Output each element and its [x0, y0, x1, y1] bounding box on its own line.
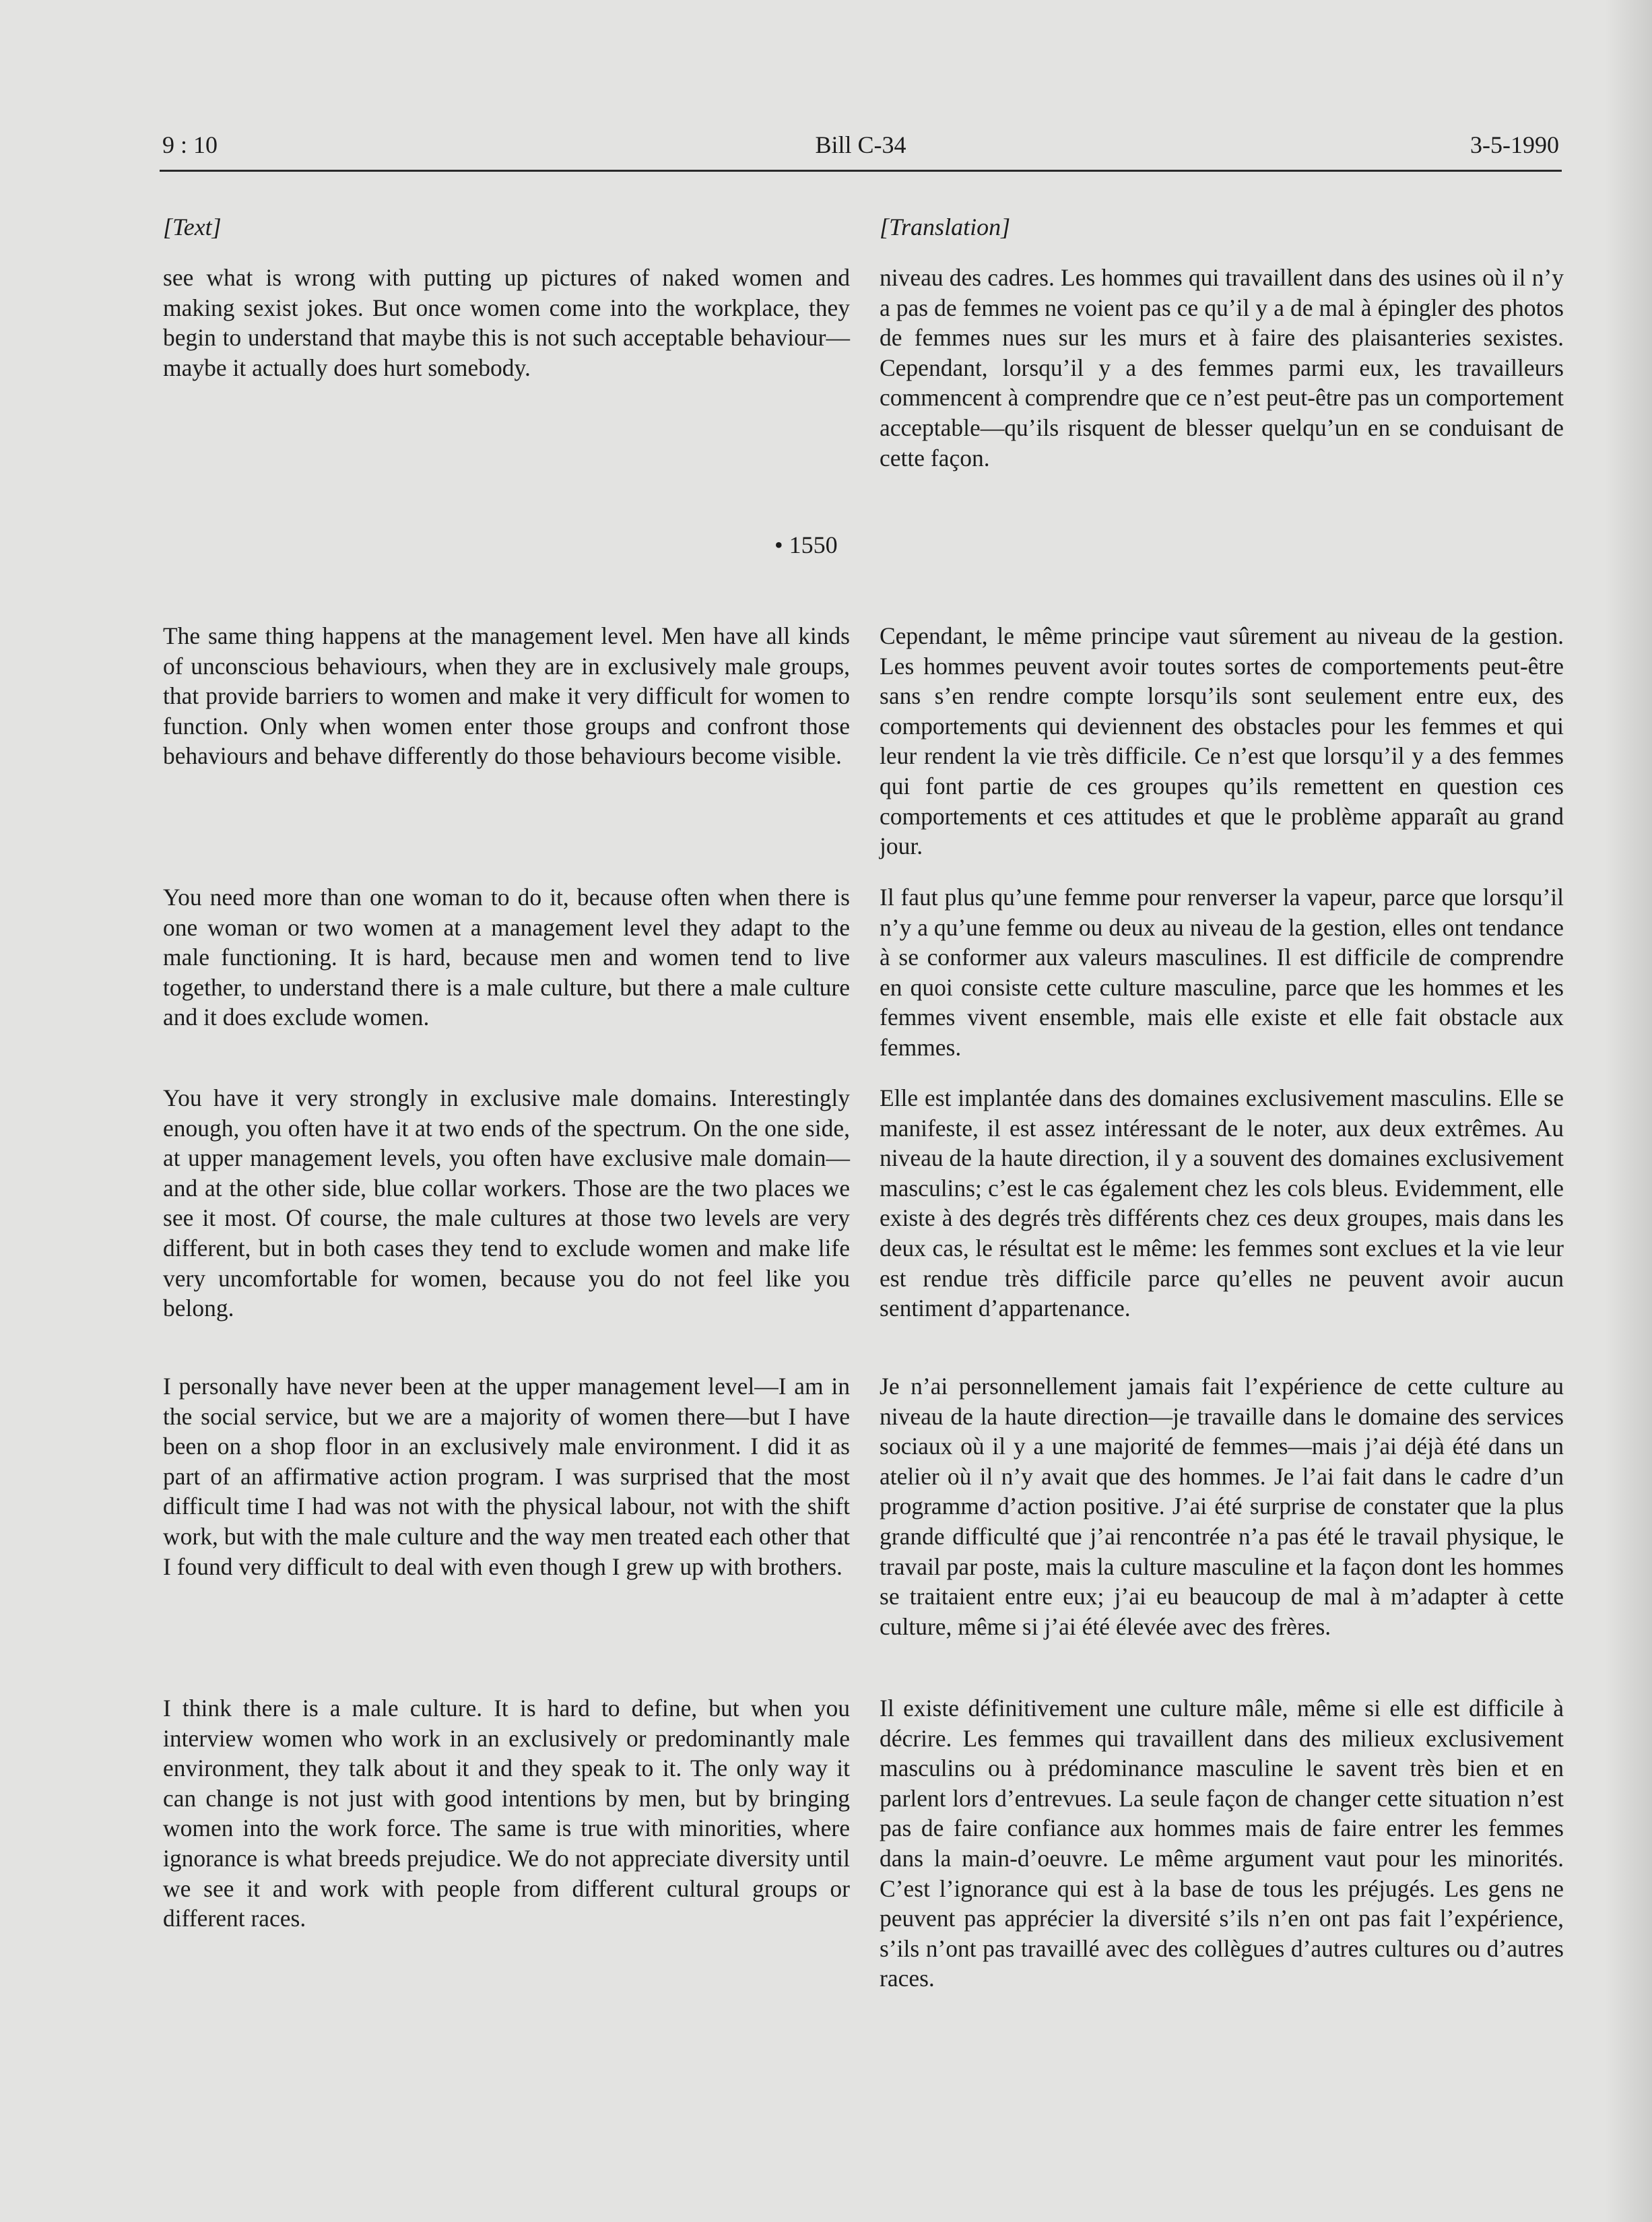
page-edge-shadow: [1605, 0, 1652, 2222]
french-paragraph-1: niveau des cadres. Les hommes qui travaillent dans des usines où il n’y a pas de femmes ne voient pas ce qu’il y a de mal à épingler des photos de femmes nues sur les murs et à faire des plaisanteries sexistes. Cependant, lorsqu’il y a des femmes parmi eux, les travailleurs commencent à comprendre que ce n’est peut-être pas un comportement acceptable—qu’ils risquent de blesser quelqu’un en se conduisant de cette façon.: [880, 264, 1564, 471]
header-date: 3-5-1990: [1470, 131, 1559, 158]
english-paragraph-3: You need more than one woman to do it, because often when there is one woman or two women at a management level they adapt to the male functioning. It is hard, because men and women tend to live together, to understand there is a male culture, but there a male culture and it does exclude women.: [163, 884, 850, 1031]
french-paragraph-5: Je n’ai personnellement jamais fait l’expérience de cette culture au niveau de la haute direction—je travaille dans le domaine des services sociaux où il y a une majorité de femmes—mais j’ai déjà été dans un atelier où il n’y avait que des hommes. Je l’ai fait dans le cadre d’un programme d’action positive. J’ai été surprise de constater que la plus grande difficulté que j’ai rencontrée n’a pas été le travail physique, le travail par poste, mais la culture masculine et la façon dont les hommes se traitaient entre eux; j’ai eu beaucoup de mal à m’adapter à cette culture, même si j’ai été élevée avec des frères.: [880, 1373, 1564, 1640]
french-paragraph-4: Elle est implantée dans des domaines exclusivement masculins. Elle se manifeste, il est assez intéressant de le noter, aux deux extrêmes. Au niveau de la haute direction, il y a souvent des domaines exclusivement masculins; c’est le cas également chez les cols bleus. Evidemment, elle existe à des degrés très différents chez ces deux groupes, mais dans les deux cas, le résultat est le même: les femmes sont exclues et la vie leur est rendue très difficile parce qu’elles ne peuvent avoir aucun sentiment d’appartenance.: [880, 1084, 1564, 1322]
french-column-label: [Translation]: [880, 214, 1011, 240]
english-paragraph-6: I think there is a male culture. It is hard to define, but when you interview women who work in an exclusively or predominantly male environment, they talk about it and they speak to it. The only way it can change is not just with good intentions by men, but by bringing women into the work force. The same is true with minorities, where ignorance is what breeds prejudice. We do not appreciate diversity until we see it and work with people from different cultural groups or different races.: [163, 1695, 850, 1932]
english-paragraph-5: I personally have never been at the upper management level—I am in the social service, but we are a majority of women there—but I have been on a shop floor in an exclusively male environment. I did it as part of an affirmative action program. I was surprised that the most difficult time I had was not with the physical labour, not with the shift work, but with the male culture and the way men treated each other that I found very difficult to deal with even though I grew up with brothers.: [163, 1373, 850, 1580]
english-paragraph-2: The same thing happens at the management level. Men have all kinds of unconscious behaviours, when they are in exclusively male groups, that provide barriers to women and make it very difficult for women to function. Only when women enter those groups and confront those behaviours and behave differently do those behaviours become visible.: [163, 622, 850, 770]
french-paragraph-3: Il faut plus qu’une femme pour renverser la vapeur, parce que lorsqu’il n’y a qu’une femme ou deux au niveau de la gestion, elles ont tendance à se conformer aux valeurs masculines. Il est difficile de comprendre en quoi consiste cette culture masculine, parce que les hommes et les femmes vivent ensemble, mais elle existe et elle fait obstacle aux femmes.: [880, 884, 1564, 1061]
english-column-label: [Text]: [163, 214, 222, 240]
page-reference: 9 : 10: [162, 131, 218, 158]
bill-title: Bill C-34: [815, 131, 906, 158]
page-header: [160, 128, 1562, 172]
french-paragraph-2: Cependant, le même principe vaut sûrement au niveau de la gestion. Les hommes peuvent avoir toutes sortes de comportements peut-être sans s’en rendre compte lorsqu’ils sont seulement entre eux, des comportements qui deviennent des obstacles pour les femmes et qui leur rendent la vie très difficile. Ce n’est que lorsqu’il y a des femmes qui font partie de ces groupes qu’ils remettent en question ces comportements et ces attitudes et que le problème apparaît au grand jour.: [880, 622, 1564, 860]
english-paragraph-1: see what is wrong with putting up pictures of naked women and making sexist jokes. But once women come into the workplace, they begin to understand that maybe this is not such acceptable behaviour—maybe it actually does hurt somebody.: [163, 264, 850, 381]
french-paragraph-6: Il existe définitivement une culture mâle, même si elle est difficile à décrire. Les femmes qui travaillent dans des milieux exclusivement masculins ou à prédominance masculine le savent très bien et en parlent lors d’entrevues. La seule façon de changer cette situation n’est pas de faire confiance aux hommes mais de faire entrer les femmes dans la main-d’oeuvre. Le même argument vaut pour les minorités. C’est l’ignorance qui est à la base de tous les préjugés. Les gens ne peuvent pas apprécier la diversité s’ils n’en ont pas fait l’expérience, s’ils n’ont pas travaillé avec des collègues d’autres cultures ou d’autres races.: [880, 1695, 1564, 1992]
time-marker: • 1550: [774, 531, 838, 558]
english-paragraph-4: You have it very strongly in exclusive male domains. Interestingly enough, you often have it at two ends of the spectrum. On the one side, at upper management levels, you often have exclusive male domain— and at the other side, blue collar workers. Those are the two places we see it most. Of course, the male cultures at those two levels are very different, but in both cases they tend to exclude women and make life very uncomfortable for women, because you do not feel like you belong.: [163, 1084, 850, 1322]
